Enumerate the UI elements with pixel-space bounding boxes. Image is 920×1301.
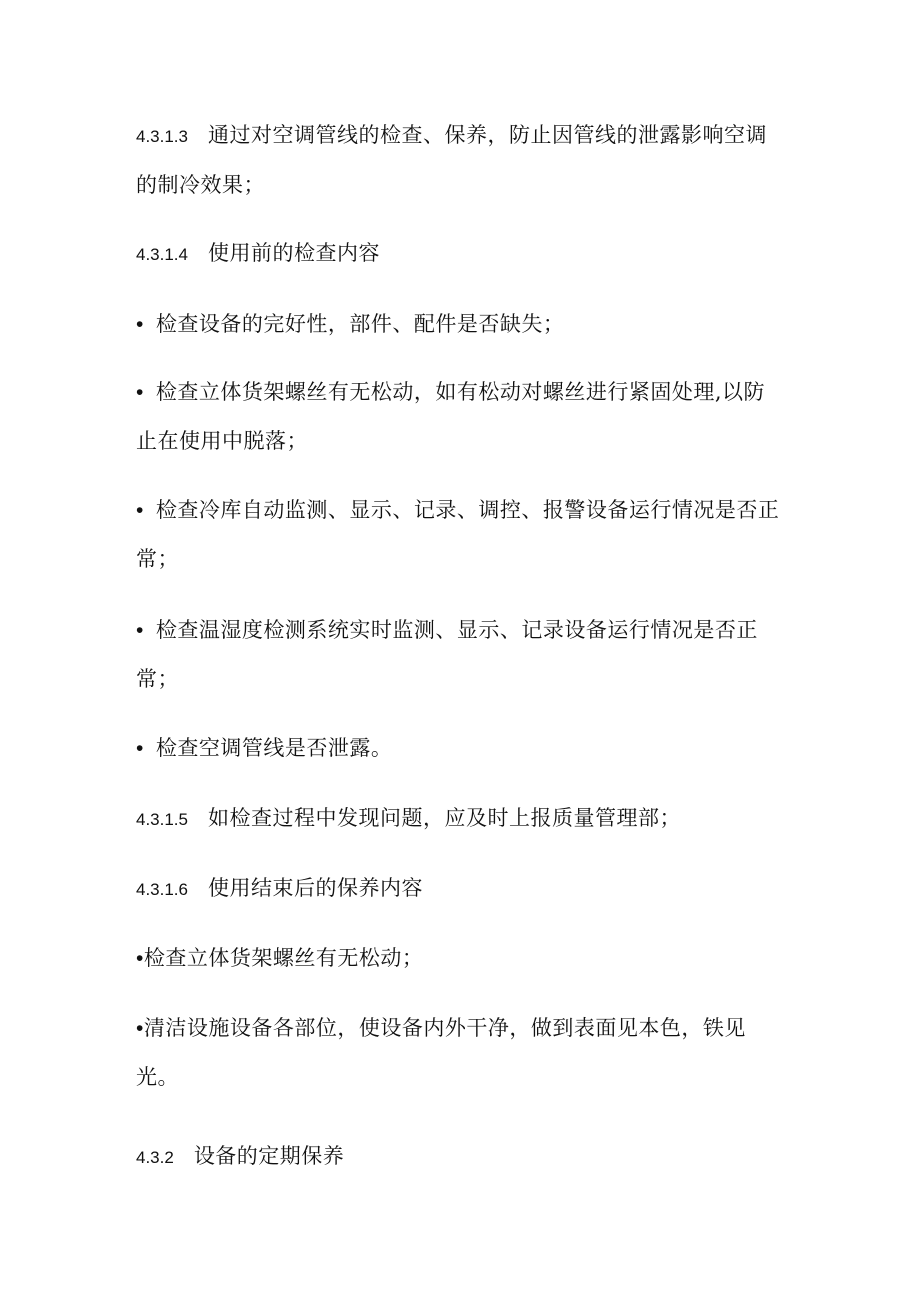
bullet-text: 检查温湿度检测系统实时监测、显示、记录设备运行情况是否正常； xyxy=(136,618,758,691)
bullet-item-cleaning xyxy=(136,1004,786,1101)
bullet-icon: • xyxy=(136,619,144,642)
bullet-text: 清洁设施设备各部位，使设备内外干净，做到表面见本色，铁见光。 xyxy=(136,1016,746,1089)
bullet-text: 检查立体货架螺丝有无松动； xyxy=(143,946,424,970)
paragraph-text: 使用前的检查内容 xyxy=(208,241,380,265)
paragraph-4-3-1-3 xyxy=(136,111,786,209)
section-number: 4.3.1.4 xyxy=(136,245,188,264)
paragraph-text: 设备的定期保养 xyxy=(193,1144,345,1168)
bullet-item-rack-screws-after xyxy=(136,934,786,983)
bullet-item-completeness xyxy=(136,300,786,349)
paragraph-text: 通过对空调管线的检查、保养，防止因管线的泄露影响空调的制冷效果； xyxy=(136,123,767,197)
paragraph-4-3-2 xyxy=(136,1132,786,1182)
paragraph-4-3-1-6 xyxy=(136,864,786,914)
section-number: 4.3.1.6 xyxy=(136,880,188,899)
bullet-text: 检查立体货架螺丝有无松动，如有松动对螺丝进行紧固处理,以防止在使用中脱落； xyxy=(136,380,766,453)
section-number: 4.3.2 xyxy=(136,1148,174,1167)
paragraph-4-3-1-4 xyxy=(136,229,786,279)
bullet-icon: • xyxy=(136,737,144,760)
bullet-text: 检查冷库自动监测、显示、记录、调控、报警设备运行情况是否正常； xyxy=(136,498,780,571)
bullet-icon: • xyxy=(136,313,144,336)
paragraph-text: 如检查过程中发现问题，应及时上报质量管理部； xyxy=(208,806,681,830)
section-number: 4.3.1.5 xyxy=(136,810,188,829)
paragraph-text: 使用结束后的保养内容 xyxy=(208,876,423,900)
bullet-item-humidity-system xyxy=(136,606,786,703)
bullet-icon: • xyxy=(136,499,144,522)
section-number: 4.3.1.3 xyxy=(136,127,188,146)
paragraph-4-3-1-5 xyxy=(136,794,786,844)
bullet-text: 检查设备的完好性，部件、配件是否缺失； xyxy=(155,312,565,336)
bullet-text: 检查空调管线是否泄露。 xyxy=(155,736,393,760)
bullet-item-cold-storage xyxy=(136,486,786,583)
bullet-icon: • xyxy=(136,381,144,404)
bullet-item-ac-pipes xyxy=(136,724,786,773)
bullet-item-rack-screws xyxy=(136,368,786,465)
bullet-icon: • xyxy=(136,947,144,970)
bullet-icon: • xyxy=(136,1017,144,1040)
